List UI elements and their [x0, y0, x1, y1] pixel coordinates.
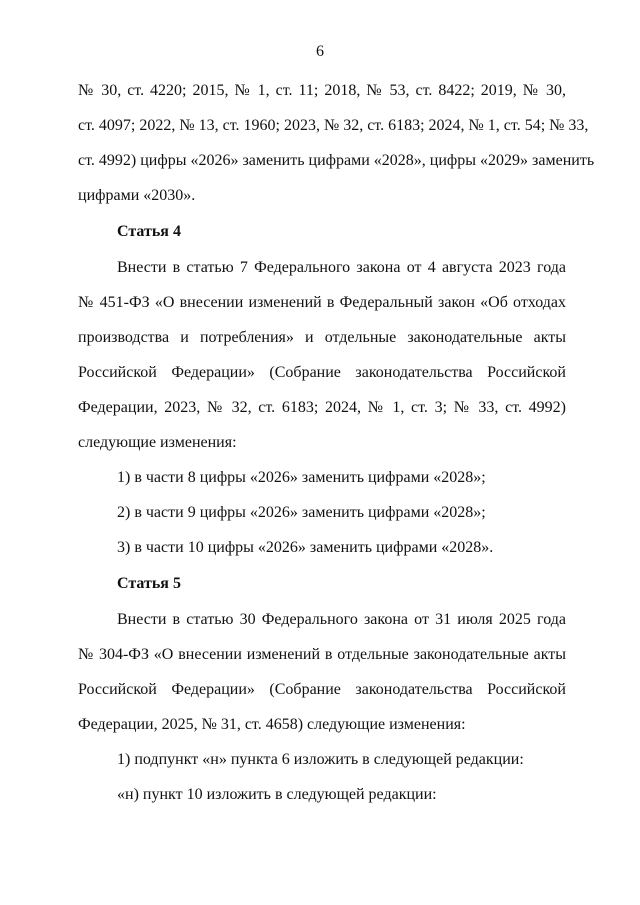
text-line: № 451-ФЗ «О внесении изменений в Федеральный закон «Об отходах: [78, 294, 566, 311]
article-heading: Статья 4: [117, 223, 181, 240]
text-line: № 304-ФЗ «О внесении изменений в отдельные законодательные акты: [78, 646, 566, 663]
text-line: Федерации, 2023, № 32, ст. 6183; 2024, № 1, ст. 3; № 33, ст. 4992): [78, 399, 566, 416]
list-item: 2) в части 9 цифры «2026» заменить цифрами «2028»;: [117, 504, 486, 521]
text-line: ст. 4992) цифры «2026» заменить цифрами «2028», цифры «2029» заменить: [78, 152, 595, 169]
list-item: 3) в части 10 цифры «2026» заменить цифрами «2028».: [117, 539, 494, 556]
list-item: 1) подпункт «н» пункта 6 изложить в следующей редакции:: [117, 751, 524, 768]
page-number: 6: [316, 43, 324, 60]
list-item: 1) в части 8 цифры «2026» заменить цифрами «2028»;: [117, 469, 486, 486]
text-line: цифрами «2030».: [78, 187, 196, 204]
text-line: следующие изменения:: [78, 434, 237, 451]
text-line: ст. 4097; 2022, № 13, ст. 1960; 2023, № 32, ст. 6183; 2024, № 1, ст. 54; № 33,: [78, 117, 589, 134]
list-item: «н) пункт 10 изложить в следующей редакции:: [117, 786, 437, 803]
article-heading: Статья 5: [117, 575, 181, 592]
text-line: Внести в статью 7 Федерального закона от 4 августа 2023 года: [117, 259, 566, 276]
text-line: производства и потребления» и отдельные законодательные акты: [78, 329, 566, 346]
text-line: Федерации, 2025, № 31, ст. 4658) следующие изменения:: [78, 716, 466, 733]
text-line: Российской Федерации» (Собрание законодательства Российской: [78, 364, 566, 381]
text-line: № 30, ст. 4220; 2015, № 1, ст. 11; 2018, № 53, ст. 8422; 2019, № 30,: [78, 82, 566, 99]
text-line: Российской Федерации» (Собрание законодательства Российской: [78, 681, 566, 698]
text-line: Внести в статью 30 Федерального закона от 31 июля 2025 года: [117, 611, 566, 628]
